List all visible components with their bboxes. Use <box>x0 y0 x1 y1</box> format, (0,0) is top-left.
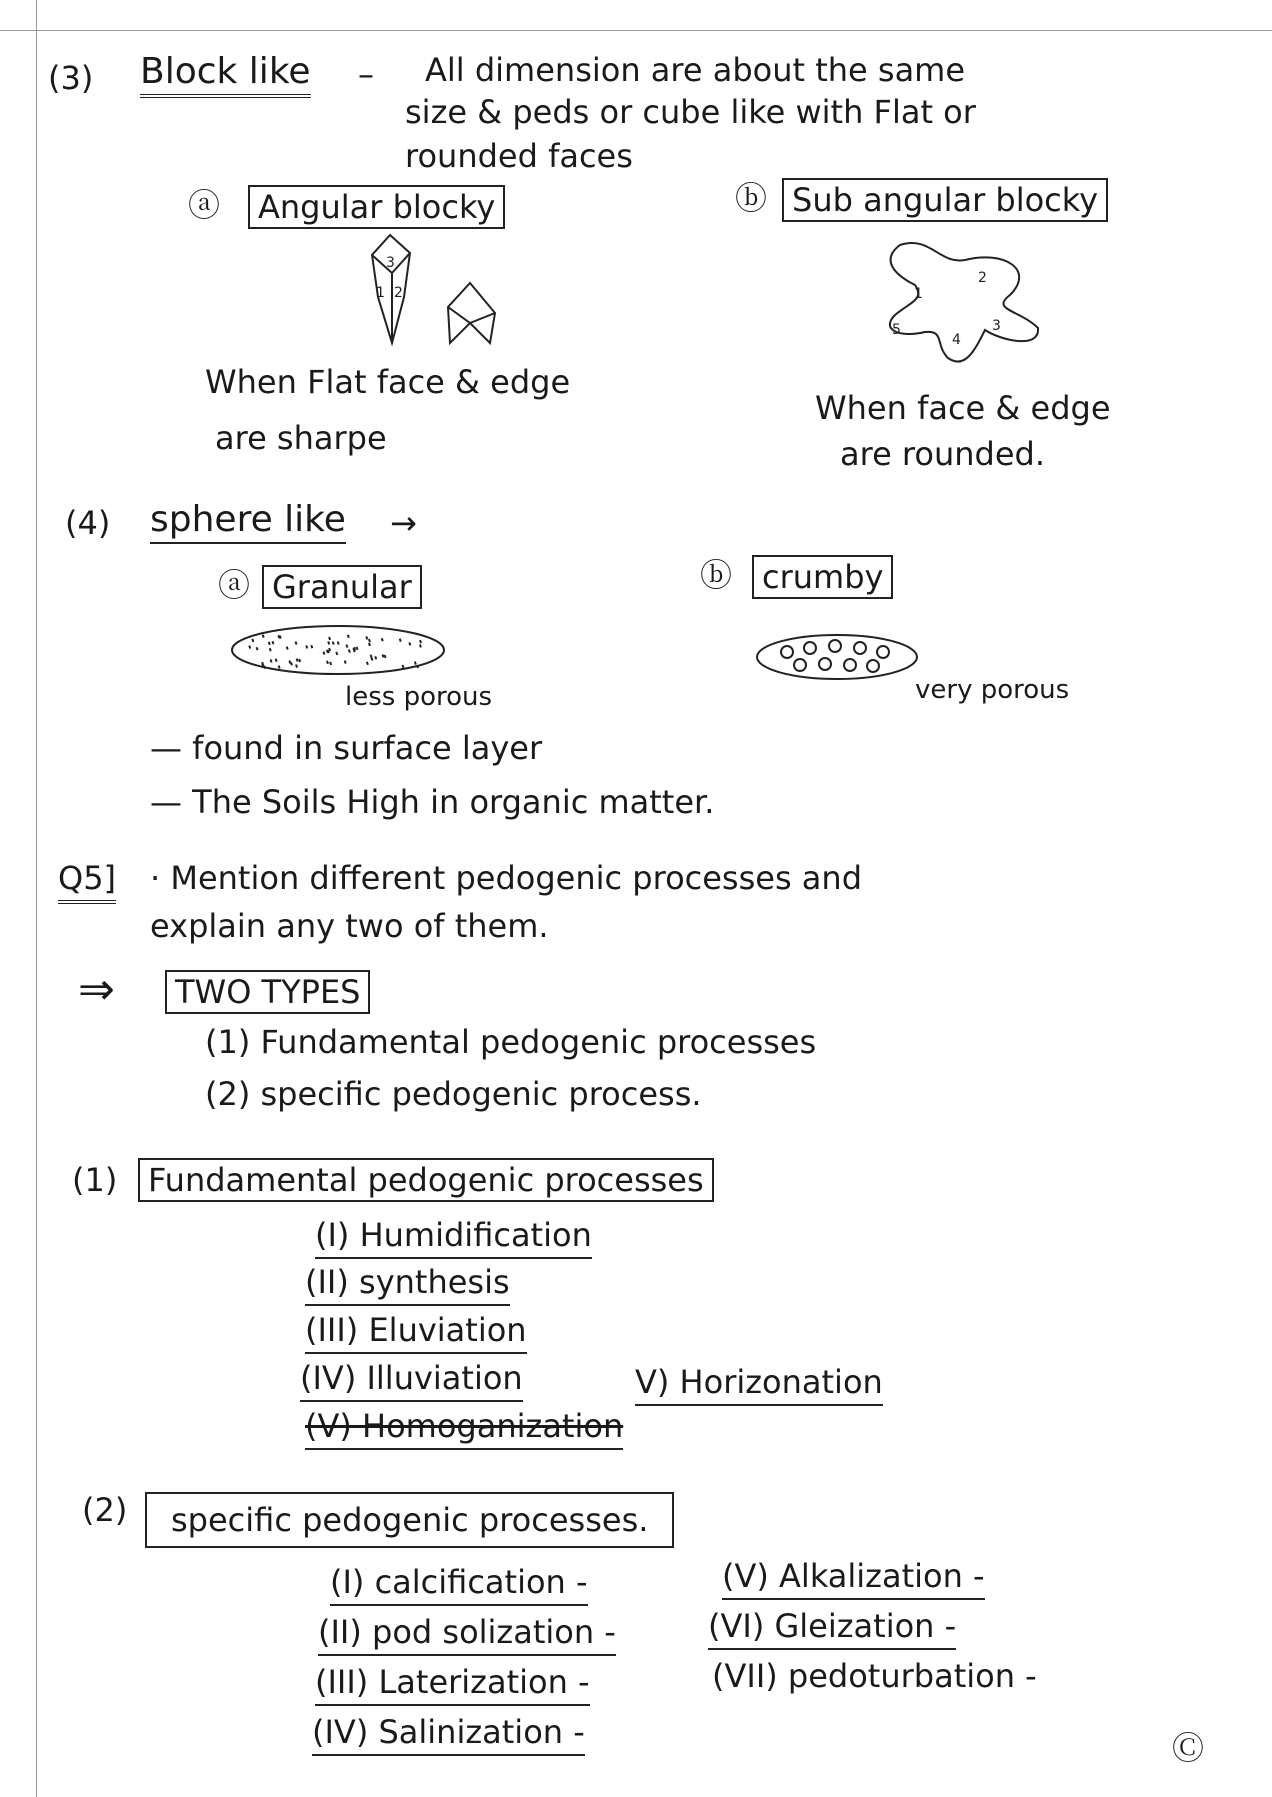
sphere-note-line-1: — found in surface layer <box>150 729 543 767</box>
svg-text:2: 2 <box>978 270 987 286</box>
granular-speck <box>306 645 307 648</box>
fundamental-item-4: (IV) Illuviation <box>300 1358 523 1402</box>
angular-blocky-note-line-2: are sharpe <box>215 419 387 457</box>
section-3-title: Block like <box>140 52 311 98</box>
type-1-fundamental: (1) Fundamental pedogenic processes <box>205 1023 817 1061</box>
granular-speck <box>369 639 370 642</box>
page-margin-rule <box>36 0 37 1797</box>
section-3-desc-line-3: rounded faces <box>405 137 633 175</box>
fundamental-item-3: (III) Eluviation <box>305 1310 527 1354</box>
specific-section-heading: specific pedogenic processes. <box>145 1492 674 1548</box>
svg-text:1: 1 <box>914 286 923 302</box>
type-2-specific: (2) specific pedogenic process. <box>205 1075 702 1113</box>
page-top-rule <box>0 30 1272 31</box>
fundamental-item-2: (II) synthesis <box>305 1262 510 1306</box>
granular-speck <box>272 641 273 644</box>
granular-speck <box>328 641 329 644</box>
specific-item-5: (V) Alkalization - <box>722 1556 985 1600</box>
svg-text:5: 5 <box>892 322 901 338</box>
granular-speck <box>371 655 372 658</box>
granular-speck <box>403 665 404 668</box>
section-4-title: sphere like <box>150 500 346 544</box>
section-3-desc-line-1: All dimension are about the same <box>425 51 966 89</box>
granular-speck <box>296 665 297 668</box>
granular-speck <box>371 658 372 661</box>
granular-speck <box>415 662 416 665</box>
granular-marker: ⓐ <box>218 566 251 604</box>
granular-speck <box>296 642 297 645</box>
fundamental-section-heading: Fundamental pedogenic processes <box>138 1158 714 1202</box>
granular-speck <box>409 642 410 645</box>
specific-item-3: (III) Laterization - <box>315 1662 590 1706</box>
granular-speck <box>336 652 337 655</box>
granular-speck <box>333 642 334 645</box>
angular-blocky-label: Angular blocky <box>248 185 505 229</box>
granular-sketch <box>228 622 448 678</box>
granular-speck <box>299 659 300 662</box>
angular-blocky-note-line-1: When Flat face & edge <box>205 363 571 401</box>
granular-speck <box>375 656 376 659</box>
granular-speck <box>349 650 350 653</box>
fundamental-item-1: (I) Humidification <box>315 1215 592 1259</box>
granular-speck <box>278 635 279 638</box>
granular-speck <box>252 639 253 642</box>
specific-item-7: (VII) pedoturbation - <box>712 1657 1037 1695</box>
angular-blocky-sketch <box>360 235 510 355</box>
granular-speck <box>249 646 250 649</box>
crumby-sketch <box>755 632 925 682</box>
section-3-number: (3) <box>48 59 94 97</box>
granular-speck <box>366 636 367 639</box>
angular-blocky-marker: ⓐ <box>188 186 221 224</box>
specific-item-1: (I) calcification - <box>330 1562 588 1606</box>
specific-item-2: (II) pod solization - <box>318 1612 616 1656</box>
granular-speck <box>383 654 384 657</box>
svg-text:4: 4 <box>952 332 961 348</box>
specific-item-6: (VI) Gleization - <box>708 1606 956 1650</box>
fundamental-section-number: (1) <box>72 1161 118 1199</box>
question-5-line-2: explain any two of them. <box>150 907 549 945</box>
granular-speck <box>262 664 263 667</box>
granular-speck <box>417 665 418 668</box>
svg-text:3: 3 <box>992 318 1001 334</box>
granular-speck <box>329 648 330 651</box>
granular-speck <box>385 655 386 658</box>
question-5-label: Q5] <box>58 858 116 904</box>
sub-angular-blocky-marker: ⓑ <box>735 179 768 217</box>
granular-speck <box>367 662 368 665</box>
crumby-marker: ⓑ <box>700 556 733 594</box>
granular-speck <box>330 662 331 665</box>
granular-speck <box>345 661 346 664</box>
section-4-number: (4) <box>65 504 111 542</box>
granular-speck <box>382 638 383 641</box>
two-types-label: TWO TYPES <box>165 970 370 1014</box>
sub-angular-blocky-note-line-2: are rounded. <box>840 435 1045 473</box>
sub-angular-blocky-label: Sub angular blocky <box>782 178 1108 222</box>
granular-speck <box>323 652 324 655</box>
crumby-caption: very porous <box>915 675 1070 705</box>
granular-speck <box>287 647 288 650</box>
granular-speck <box>279 666 280 669</box>
granular-speck <box>348 635 349 638</box>
svg-text:3: 3 <box>386 255 395 271</box>
granular-speck <box>346 645 347 648</box>
sub-angular-blocky-note-line-1: When face & edge <box>815 389 1111 427</box>
granular-speck <box>257 647 258 650</box>
svg-text:1: 1 <box>376 285 385 301</box>
granular-speck <box>270 648 271 651</box>
section-4-arrow: → <box>390 504 417 542</box>
granular-speck <box>271 659 272 662</box>
granular-speck <box>263 635 264 638</box>
granular-speck <box>369 643 370 646</box>
granular-speck <box>311 645 312 648</box>
specific-section-number: (2) <box>82 1491 128 1529</box>
crumby-label: crumby <box>752 555 893 599</box>
answer-arrow: ⇒ <box>78 964 115 1015</box>
granular-speck <box>289 661 290 664</box>
section-3-dash: – <box>358 55 374 93</box>
sphere-note-line-2: — The Soils High in organic matter. <box>150 783 715 821</box>
svg-text:2: 2 <box>394 285 403 301</box>
granular-speck <box>264 666 265 669</box>
granular-label: Granular <box>262 565 422 609</box>
section-3-desc-line-2: size & peds or cube like with Flat or <box>405 93 976 131</box>
granular-speck <box>276 659 277 662</box>
fundamental-item-struck: (V) Homoganization <box>305 1406 623 1450</box>
granular-speck <box>297 659 298 662</box>
granular-speck <box>354 649 355 652</box>
granular-speck <box>329 637 330 640</box>
granular-speck <box>420 644 421 647</box>
granular-speck <box>327 661 328 664</box>
granular-caption: less porous <box>345 682 493 712</box>
granular-speck <box>269 642 270 645</box>
specific-item-4: (IV) Salinization - <box>312 1712 585 1756</box>
granular-speck <box>420 640 421 643</box>
sub-angular-blocky-sketch <box>870 240 1050 380</box>
granular-speck <box>400 639 401 642</box>
granular-speck <box>338 642 339 645</box>
question-5-line-1: · Mention different pedogenic processes and <box>150 859 862 897</box>
fundamental-item-5: V) Horizonation <box>635 1362 883 1406</box>
granular-speck <box>357 647 358 650</box>
page-mark: Ⓒ <box>1172 1729 1205 1767</box>
granular-speck <box>327 650 328 653</box>
